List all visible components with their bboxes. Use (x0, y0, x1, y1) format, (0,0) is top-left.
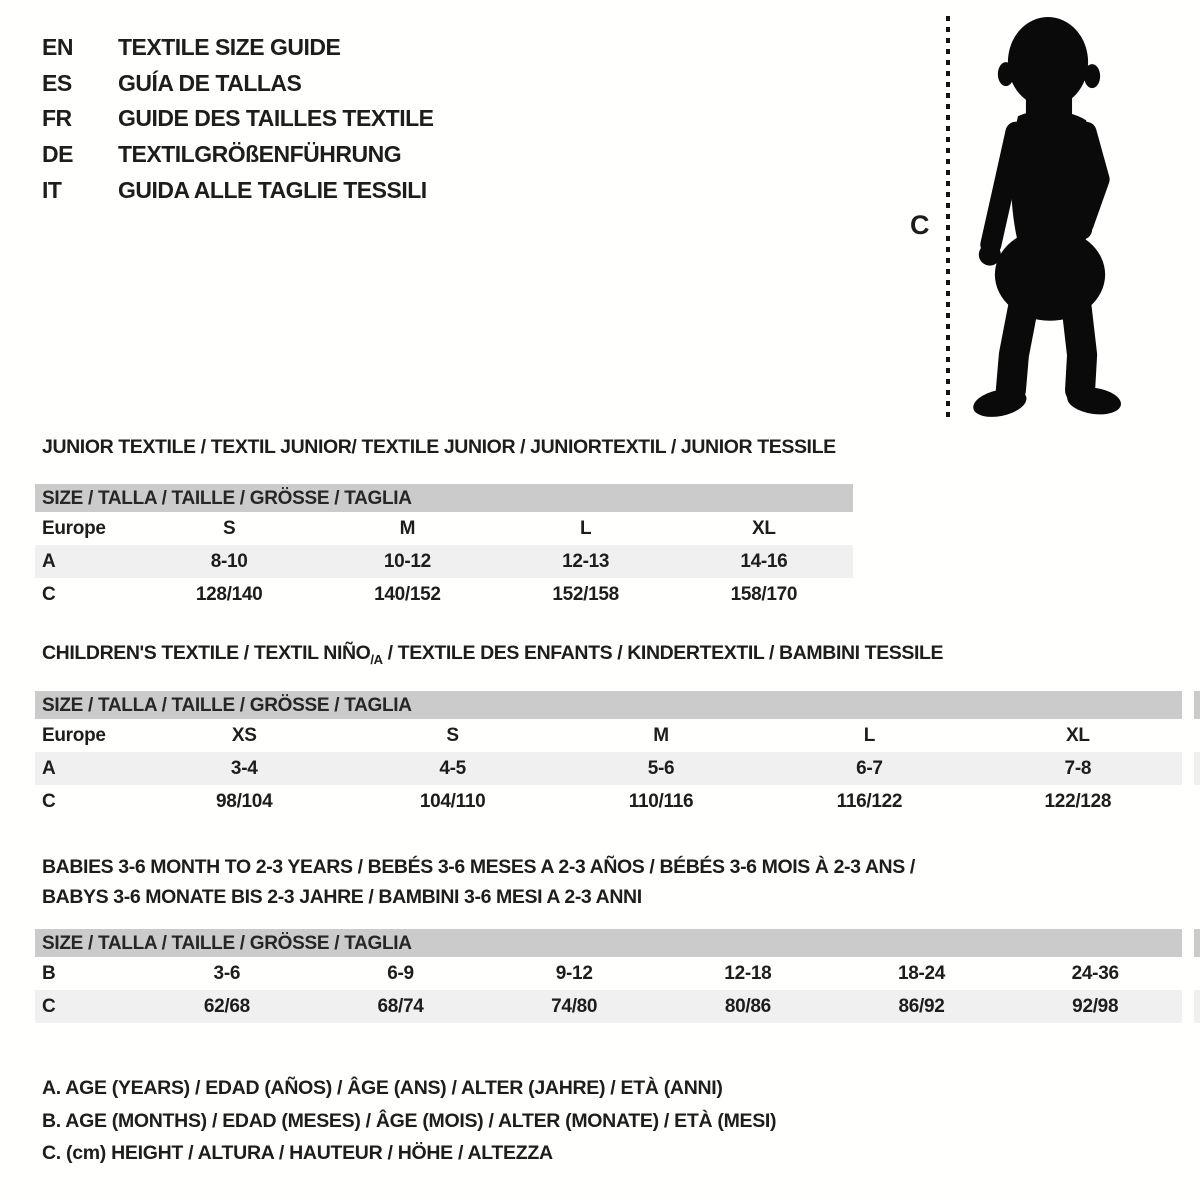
table-cell: S (222, 517, 236, 539)
section-title-children (42, 642, 943, 667)
table-cell: 140/152 (374, 583, 441, 605)
table-cell: 86/92 (898, 995, 945, 1017)
table-cell: L (863, 724, 876, 746)
table-cell: XS (231, 724, 257, 746)
language-row (42, 66, 434, 102)
table-cell: L (579, 517, 592, 539)
table-cell: 110/116 (628, 790, 694, 812)
section-title-text: CHILDREN'S TEXTILE / TEXTIL NIÑO (42, 642, 371, 664)
table-cell: M (653, 724, 669, 746)
guide-title: GUIDA ALLE TAGLIE TESSILI (118, 176, 427, 203)
height-measure-dotted-line (946, 16, 950, 418)
table-cell: 3-6 (213, 962, 241, 984)
table-row (35, 752, 1182, 785)
table-cell: S (446, 724, 459, 746)
table-cell: 68/74 (377, 995, 424, 1017)
table-cell: 7-8 (1064, 757, 1092, 779)
row-label: A (42, 550, 56, 572)
section-title-babies (42, 852, 915, 912)
language-code: FR (42, 105, 72, 132)
table-edge-sliver (1194, 691, 1200, 719)
table-cell: 12-18 (724, 962, 772, 984)
table-cell: 12-13 (562, 550, 610, 572)
language-row (42, 137, 434, 173)
children-size-table (35, 691, 1182, 818)
table-edge-sliver (1194, 929, 1200, 957)
section-title-text: / TEXTILE DES ENFANTS / KINDERTEXTIL / BAMBINI TESSILE (382, 642, 944, 664)
language-code: ES (42, 69, 72, 96)
language-code: DE (42, 141, 73, 168)
table-cell: 9-12 (555, 962, 593, 984)
table-cell: 152/158 (552, 583, 619, 605)
table-cell: 128/140 (195, 583, 263, 605)
section-title-subscript: /A (370, 651, 383, 667)
babies-size-table (35, 929, 1182, 1023)
row-label: Europe (42, 724, 106, 746)
table-row (35, 512, 853, 545)
table-row (35, 578, 853, 611)
legend-line: A. AGE (YEARS) / EDAD (AÑOS) / ÂGE (ANS) / ALTER (JAHRE) / ETÀ (ANNI) (42, 1077, 723, 1099)
table-row (35, 990, 1182, 1023)
table-cell: 14-16 (740, 550, 788, 572)
language-header (42, 30, 434, 208)
table-cell: 158/170 (730, 583, 798, 605)
guide-title: TEXTILE SIZE GUIDE (118, 34, 341, 61)
row-label: A (42, 757, 56, 779)
height-dimension-label: C (910, 210, 930, 240)
row-label: C (42, 583, 56, 605)
section-title-line: BABIES 3-6 MONTH TO 2-3 YEARS / BEBÉS 3-6 MESES A 2-3 AÑOS / BÉBÉS 3-6 MOIS À 2-3 ANS / (42, 856, 915, 878)
legend-line: B. AGE (MONTHS) / EDAD (MESES) / ÂGE (MOIS) / ALTER (MONATE) / ETÀ (MESI) (42, 1109, 777, 1132)
table-row (35, 545, 853, 578)
table-cell: 18-24 (897, 962, 946, 984)
table-row (35, 957, 1182, 990)
table-cell: XL (1065, 724, 1090, 746)
language-row (42, 101, 434, 137)
section-title-junior: JUNIOR TEXTILE / TEXTIL JUNIOR/ TEXTILE JUNIOR / JUNIORTEXTIL / JUNIOR TESSILE (42, 436, 836, 458)
measurement-legend (42, 1072, 776, 1170)
table-cell: 8-10 (210, 550, 248, 572)
section-title-line: BABYS 3-6 MONATE BIS 2-3 JAHRE / BAMBINI 3-6 MESI A 2-3 ANNI (42, 886, 642, 908)
table-edge-sliver (1194, 990, 1200, 1023)
table-header-band: SIZE / TALLA / TAILLE / GRÖSSE / TAGLIA (35, 691, 1182, 719)
table-cell: 116/122 (836, 790, 903, 812)
table-cell: 62/68 (203, 995, 250, 1017)
row-label: Europe (42, 517, 106, 539)
guide-title: TEXTILGRÖßENFÜHRUNG (118, 141, 402, 168)
table-cell: 6-7 (856, 757, 883, 779)
table-header-band: SIZE / TALLA / TAILLE / GRÖSSE / TAGLIA (35, 929, 1182, 957)
table-cell: 10-12 (383, 550, 431, 572)
legend-line: C. (cm) HEIGHT / ALTURA / HAUTEUR / HÖHE / ALTEZZA (42, 1142, 553, 1164)
row-label: C (42, 995, 56, 1017)
guide-title: GUIDE DES TAILLES TEXTILE (118, 105, 434, 132)
table-cell: 104/110 (419, 790, 486, 812)
table-cell: 3-4 (230, 757, 258, 779)
language-row (42, 30, 434, 66)
table-cell: 4-5 (439, 757, 466, 779)
table-cell: XL (752, 517, 776, 539)
table-cell: M (399, 517, 416, 539)
table-edge-sliver (1194, 752, 1200, 785)
table-cell: 92/98 (1072, 995, 1119, 1017)
language-row (42, 172, 434, 208)
table-row (35, 785, 1182, 818)
table-header-band: SIZE / TALLA / TAILLE / GRÖSSE / TAGLIA (35, 484, 853, 512)
guide-title: GUÍA DE TALLAS (118, 69, 302, 96)
row-label: B (42, 962, 56, 984)
junior-size-table (35, 484, 853, 611)
language-code: EN (42, 34, 73, 61)
table-cell: 24-36 (1071, 962, 1119, 984)
table-cell: 98/104 (216, 790, 273, 812)
row-label: C (42, 790, 56, 812)
table-cell: 74/80 (551, 995, 598, 1017)
table-cell: 122/128 (1044, 790, 1112, 812)
language-code: IT (42, 176, 62, 203)
table-cell: 6-9 (387, 962, 414, 984)
table-row (35, 719, 1182, 752)
table-cell: 80/86 (724, 995, 771, 1017)
table-cell: 5-6 (647, 757, 675, 779)
toddler-silhouette-icon (960, 14, 1144, 420)
